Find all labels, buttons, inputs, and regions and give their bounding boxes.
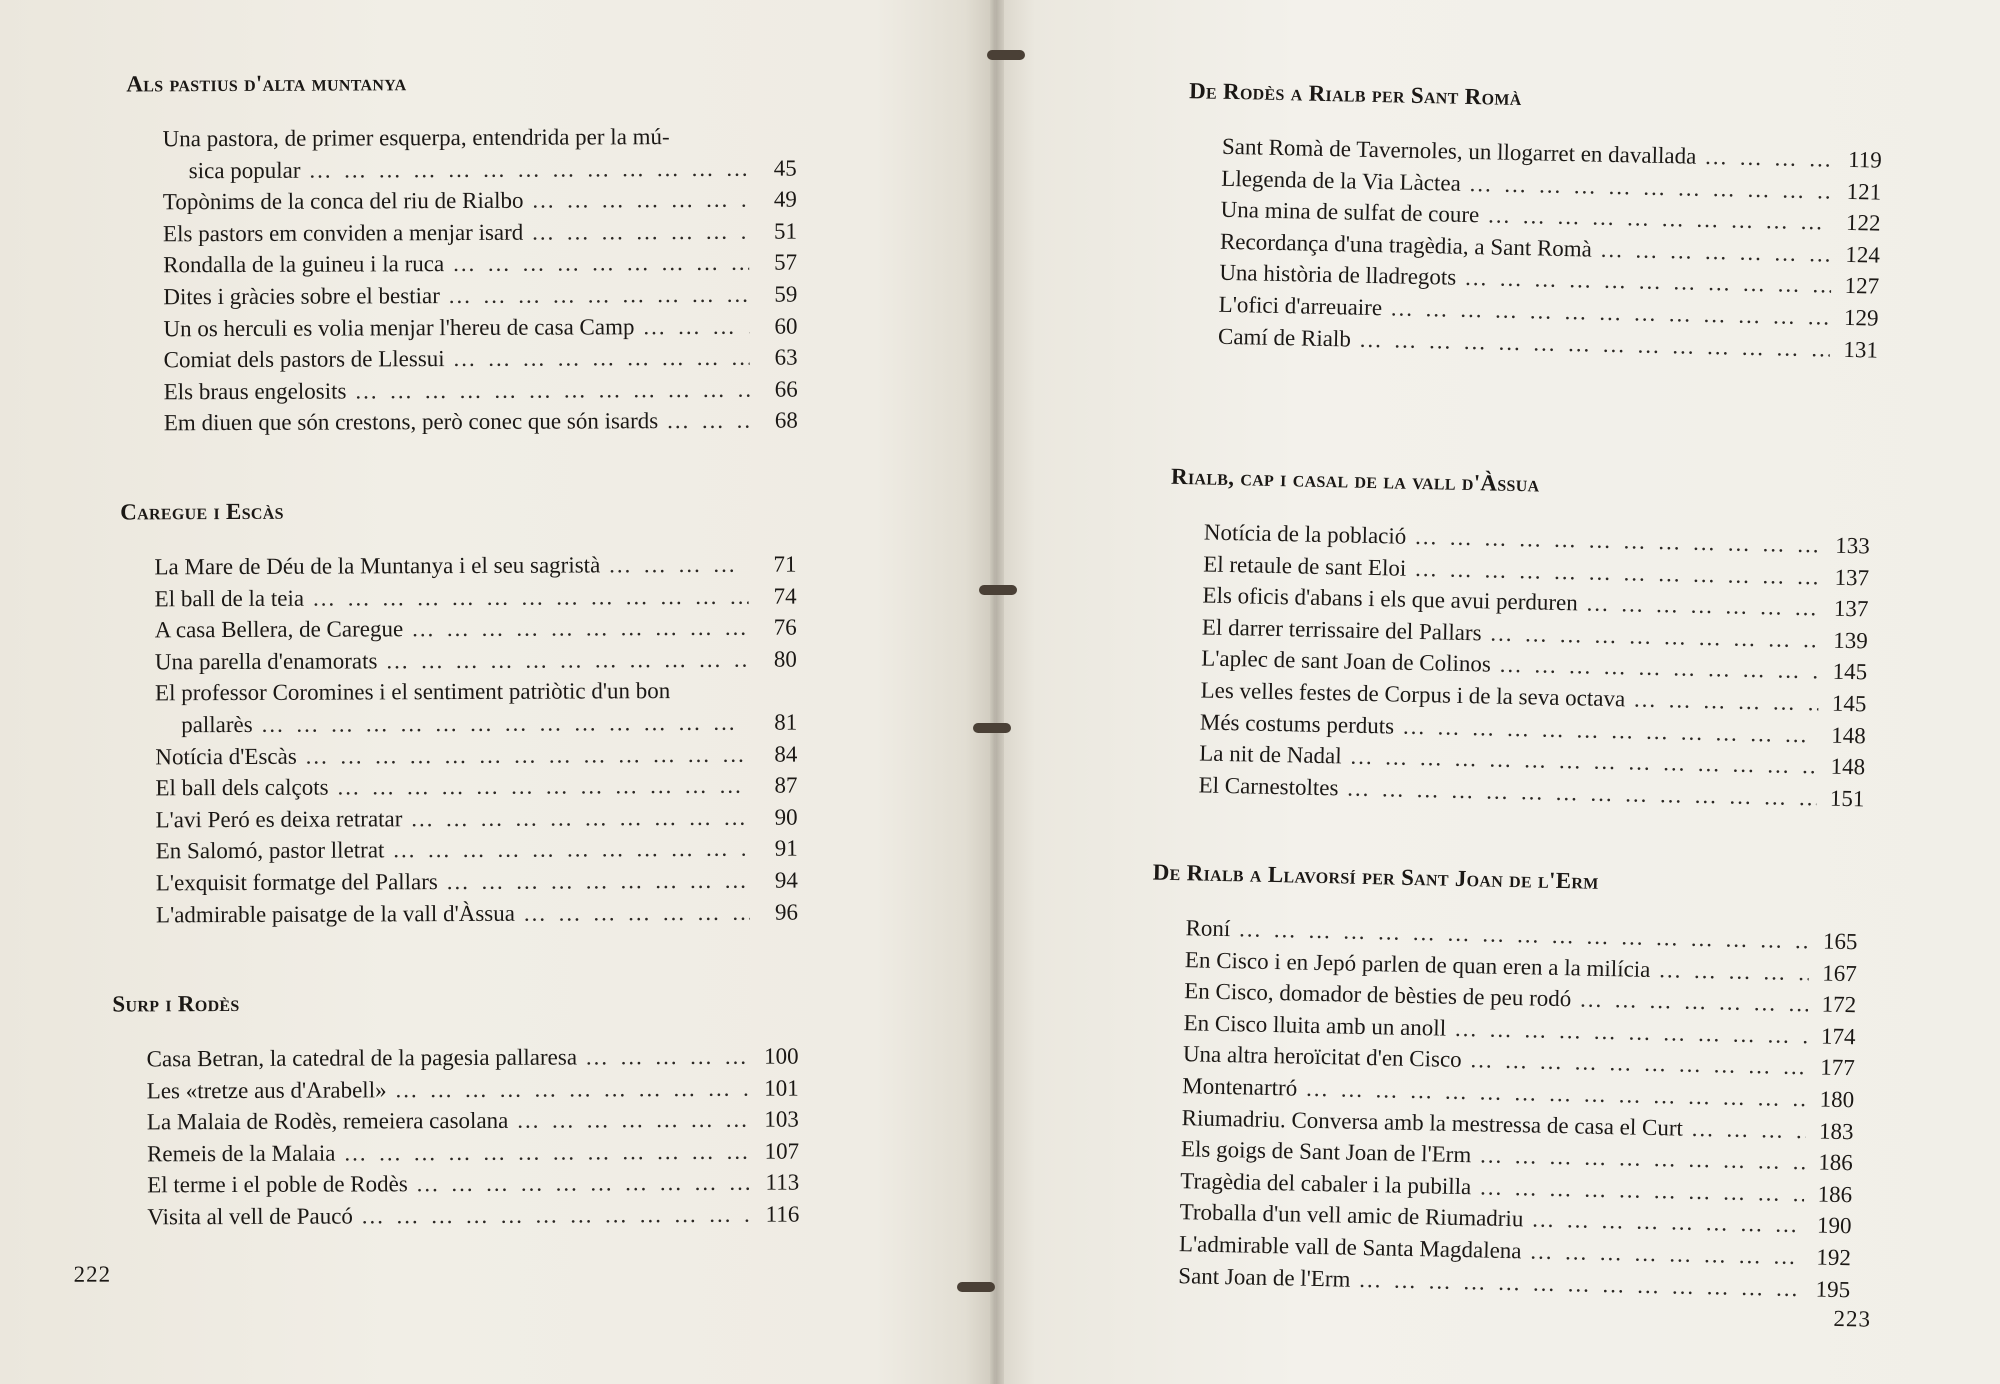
entry-page-number: 151 bbox=[1829, 785, 1865, 812]
entry-page-number: 139 bbox=[1833, 627, 1869, 654]
section-title: Als pastius d'alta muntanya bbox=[126, 70, 407, 97]
entry-title: Topònims de la conca del riu de Rialbo bbox=[162, 187, 524, 215]
entry-title: Les «tretze aus d'Arabell» bbox=[146, 1076, 387, 1103]
entry-title: Una història de lladregots bbox=[1219, 260, 1457, 291]
entry-page-number: 45 bbox=[773, 155, 797, 181]
entry-page-number: 84 bbox=[774, 741, 798, 767]
leader-dots bbox=[304, 580, 749, 614]
entry-page-number: 190 bbox=[1816, 1212, 1852, 1239]
entry-title: Camí de Rialb bbox=[1217, 323, 1352, 352]
entry-title: Els oficis d'abans i els que avui perduren bbox=[1202, 582, 1578, 616]
toc-entry bbox=[147, 1072, 799, 1106]
entry-title: Els pastors em conviden a menjar isard bbox=[162, 219, 524, 247]
leader-dots bbox=[408, 1167, 752, 1200]
entry-page-number: 101 bbox=[764, 1075, 799, 1101]
leader-dots bbox=[1571, 983, 1809, 1020]
entry-page-number: 129 bbox=[1843, 304, 1879, 331]
entry-title: El ball dels calçots bbox=[155, 774, 329, 801]
leader-dots bbox=[1577, 588, 1820, 625]
binding-thread bbox=[957, 1282, 995, 1292]
section-title: De Rialb a Llavorsí per Sant Joan de l'Erm bbox=[1152, 859, 1599, 894]
leader-dots bbox=[403, 612, 749, 645]
entry-list bbox=[1178, 912, 1858, 1305]
entry-page-number: 76 bbox=[773, 614, 797, 640]
entry-page-number: 49 bbox=[773, 186, 797, 212]
entry-page-number: 192 bbox=[1816, 1244, 1852, 1271]
toc-entry bbox=[156, 801, 798, 835]
toc-entry bbox=[147, 1041, 799, 1075]
entry-list bbox=[1198, 516, 1870, 814]
entry-page-number: 81 bbox=[774, 709, 798, 735]
entry-title: Roní bbox=[1185, 915, 1231, 942]
entry-title: Casa Betran, la catedral de la pagesia pallaresa bbox=[146, 1044, 578, 1072]
toc-entry bbox=[163, 278, 797, 312]
entry-page-number: 90 bbox=[774, 804, 798, 830]
entry-page-number: 148 bbox=[1831, 722, 1867, 748]
entry-page-number: 186 bbox=[1817, 1181, 1853, 1207]
leader-dots bbox=[300, 152, 748, 186]
entry-page-number: 87 bbox=[774, 772, 798, 798]
leader-dots bbox=[444, 247, 749, 280]
leader-dots bbox=[335, 1136, 751, 1169]
entry-page-number: 96 bbox=[774, 899, 799, 925]
entry-page-number: 57 bbox=[774, 249, 798, 275]
entry-page-number: 195 bbox=[1815, 1276, 1851, 1302]
entry-title: L'admirable vall de Santa Magdalena bbox=[1178, 1231, 1522, 1264]
entry-title: Em diuen que són crestons, però conec que són isards bbox=[163, 408, 659, 436]
entry-page-number: 165 bbox=[1822, 928, 1858, 955]
entry-page-number: 137 bbox=[1834, 564, 1870, 591]
entry-page-number: 133 bbox=[1835, 532, 1871, 559]
entry-title: L'ofici d'arreuaire bbox=[1218, 291, 1383, 321]
entry-title: La nit de Nadal bbox=[1199, 740, 1342, 769]
section-caregue-escas bbox=[120, 497, 798, 931]
section-title: De Rodès a Rialb per Sant Romà bbox=[1188, 78, 1522, 111]
entry-page-number: 186 bbox=[1818, 1149, 1854, 1176]
entry-title: L'avi Peró es deixa retratar bbox=[155, 806, 403, 833]
entry-title: En Cisco lluita amb un anoll bbox=[1183, 1009, 1447, 1041]
entry-page-number: 127 bbox=[1844, 273, 1880, 299]
entry-title: Riumadriu. Conversa amb la mestressa de casa el Curt bbox=[1181, 1104, 1684, 1141]
section-rodes-rialb bbox=[1184, 78, 1884, 366]
entry-title: Tragèdia del cabaler i la pubilla bbox=[1180, 1167, 1472, 1199]
entry-title: Recordança d'una tragèdia, a Sant Romà bbox=[1219, 228, 1593, 262]
entry-title: El Carnestoltes bbox=[1198, 772, 1339, 801]
section-rialb-llavorsi bbox=[1144, 859, 1859, 1305]
entry-title: Més costums perduts bbox=[1199, 709, 1395, 739]
entry-list bbox=[163, 121, 798, 440]
leader-dots bbox=[600, 549, 748, 581]
section-title: Rialb, cap i casal de la vall d'Àssua bbox=[1170, 463, 1540, 497]
leader-dots bbox=[1650, 954, 1809, 989]
entry-title: Sant Romà de Tavernoles, un llogarret en davallada bbox=[1221, 133, 1697, 169]
entry-page-number: 145 bbox=[1832, 659, 1868, 685]
entry-page-number: 167 bbox=[1822, 960, 1858, 986]
entry-title: Una pastora, de primer esquerpa, entendrida per la mú- bbox=[162, 124, 670, 152]
leader-dots bbox=[328, 770, 749, 803]
entry-title: Llegenda de la Via Làctea bbox=[1221, 165, 1462, 196]
toc-entry bbox=[164, 342, 798, 376]
toc-entry bbox=[163, 184, 797, 218]
entry-title: L'aplec de sant Joan de Colinos bbox=[1200, 645, 1492, 677]
leader-dots bbox=[1696, 141, 1834, 175]
entry-page-number: 66 bbox=[774, 376, 798, 402]
entry-page-number: 103 bbox=[764, 1106, 799, 1132]
entry-title: Notícia de la població bbox=[1203, 519, 1407, 549]
entry-title: Notícia d'Escàs bbox=[155, 743, 297, 769]
entry-title: Un os herculi es volia menjar l'hereu de casa Camp bbox=[163, 313, 635, 341]
entry-title: El terme i el poble de Rodès bbox=[147, 1171, 408, 1198]
leader-dots bbox=[1592, 233, 1833, 270]
entry-title: L'admirable paisatge de la vall d'Àssua bbox=[155, 900, 515, 927]
entry-page-number: 124 bbox=[1845, 241, 1881, 268]
entry-page-number: 137 bbox=[1833, 595, 1869, 622]
entry-page-number: 172 bbox=[1821, 991, 1857, 1018]
entry-page-number: 177 bbox=[1820, 1054, 1856, 1081]
leader-dots bbox=[445, 342, 750, 375]
entry-title: La Mare de Déu de la Muntanya i el seu sagristà bbox=[154, 552, 601, 580]
leader-dots bbox=[377, 644, 749, 677]
entry-page-number: 107 bbox=[764, 1138, 800, 1164]
entry-title: Remeis de la Malaia bbox=[146, 1140, 336, 1167]
section-surp-rodes bbox=[112, 989, 799, 1234]
leader-dots bbox=[1625, 683, 1819, 719]
entry-page-number: 68 bbox=[774, 407, 798, 433]
entry-page-number: 59 bbox=[774, 281, 798, 307]
entry-title-continued: pallarès bbox=[181, 711, 253, 738]
toc-entry bbox=[147, 1167, 799, 1201]
entry-title: En Cisco i en Jepó parlen de quan eren a la milícia bbox=[1184, 946, 1651, 982]
toc-entry bbox=[156, 833, 798, 867]
entry-page-number: 94 bbox=[774, 867, 798, 893]
leader-dots bbox=[346, 373, 749, 406]
toc-entry bbox=[164, 373, 798, 407]
binding-thread bbox=[979, 585, 1017, 595]
leader-dots bbox=[253, 707, 750, 741]
toc-entry bbox=[147, 1135, 799, 1169]
toc-entry bbox=[164, 405, 798, 439]
right-page bbox=[995, 0, 2000, 1384]
leader-dots bbox=[523, 184, 749, 217]
leader-dots bbox=[402, 801, 749, 834]
toc-entry bbox=[155, 738, 797, 772]
leader-dots bbox=[658, 405, 750, 437]
entry-page-number: 121 bbox=[1846, 178, 1882, 205]
leader-dots bbox=[438, 865, 750, 898]
entry-title: En Salomó, pastor lletrat bbox=[155, 837, 385, 864]
entry-title: Visita al vell de Paucó bbox=[147, 1203, 353, 1230]
entry-page-number: 131 bbox=[1843, 336, 1879, 363]
entry-title: Sant Joan de l'Erm bbox=[1178, 1262, 1351, 1292]
leader-dots bbox=[515, 896, 750, 929]
binding-thread bbox=[973, 723, 1011, 733]
leader-dots bbox=[508, 1104, 751, 1137]
entry-title: El darrer terrissaire del Pallars bbox=[1201, 614, 1482, 646]
entry-page-number: 60 bbox=[774, 313, 798, 339]
entry-title: Els braus engelosits bbox=[163, 378, 347, 405]
entry-title: Una mina de sulfat de coure bbox=[1220, 196, 1480, 228]
toc-entry bbox=[156, 896, 798, 930]
toc-entry bbox=[163, 121, 797, 187]
entry-title: A casa Bellera, de Caregue bbox=[154, 616, 404, 643]
toc-entry bbox=[163, 247, 797, 281]
entry-title: Montenartró bbox=[1182, 1073, 1298, 1101]
entry-page-number: 51 bbox=[773, 218, 798, 244]
leader-dots bbox=[384, 833, 749, 866]
entry-page-number: 148 bbox=[1830, 753, 1866, 780]
entry-list bbox=[1218, 131, 1882, 366]
entry-title: L'exquisit formatge del Pallars bbox=[155, 869, 438, 896]
entry-list bbox=[154, 549, 798, 931]
left-page bbox=[0, 0, 995, 1384]
toc-entry bbox=[147, 1198, 799, 1232]
binding-thread bbox=[987, 50, 1025, 60]
toc-entry bbox=[155, 770, 797, 804]
toc-entry bbox=[154, 549, 796, 583]
toc-entry bbox=[155, 643, 797, 677]
entry-title: Dites i gràcies sobre el bestiar bbox=[163, 283, 440, 310]
entry-page-number: 183 bbox=[1818, 1118, 1854, 1144]
entry-page-number: 180 bbox=[1819, 1086, 1855, 1113]
entry-page-number: 145 bbox=[1831, 690, 1867, 717]
toc-entry bbox=[155, 580, 797, 614]
entry-page-number: 113 bbox=[765, 1169, 800, 1196]
entry-page-number: 63 bbox=[774, 344, 798, 370]
leader-dots bbox=[523, 216, 749, 249]
entry-title: Comiat dels pastors de Llessui bbox=[163, 346, 445, 373]
page-number: 223 bbox=[1833, 1305, 1872, 1332]
section-als-pastius bbox=[126, 69, 798, 440]
page-number: 222 bbox=[73, 1261, 112, 1287]
section-rialb-cap bbox=[1164, 464, 1871, 815]
entry-title: Rondalla de la guineu i la ruca bbox=[163, 251, 445, 278]
section-title: Surp i Rodès bbox=[112, 990, 240, 1017]
entry-page-number: 71 bbox=[773, 551, 797, 577]
entry-page-number: 91 bbox=[774, 835, 798, 861]
entry-title: La Malaia de Rodès, remeiera casolana bbox=[146, 1107, 509, 1135]
entry-title: El ball de la teia bbox=[154, 585, 305, 611]
toc-entry bbox=[163, 215, 797, 249]
entry-title: El retaule de sant Eloi bbox=[1202, 551, 1407, 581]
leader-dots bbox=[577, 1041, 751, 1073]
entry-title: Una parella d'enamorats bbox=[154, 648, 378, 675]
entry-page-number: 119 bbox=[1847, 146, 1883, 173]
leader-dots bbox=[440, 279, 750, 312]
toc-entry bbox=[163, 310, 797, 344]
leader-dots bbox=[386, 1072, 750, 1105]
entry-page-number: 116 bbox=[765, 1201, 800, 1227]
entry-page-number: 100 bbox=[764, 1043, 799, 1069]
entry-title: Una altra heroïcitat d'en Cisco bbox=[1182, 1041, 1462, 1073]
toc-entry bbox=[156, 864, 798, 898]
entry-page-number: 80 bbox=[773, 646, 797, 672]
entry-list bbox=[147, 1041, 800, 1233]
entry-title: Troballa d'un vell amic de Riumadriu bbox=[1179, 1199, 1524, 1232]
entry-title: Les velles festes de Corpus i de la seva octava bbox=[1200, 677, 1626, 712]
leader-dots bbox=[297, 738, 750, 772]
book-gutter bbox=[990, 0, 1004, 1384]
entry-page-number: 122 bbox=[1845, 210, 1881, 236]
entry-page-number: 74 bbox=[773, 583, 797, 609]
toc-entry bbox=[155, 675, 797, 741]
entry-page-number: 174 bbox=[1820, 1023, 1856, 1050]
entry-title-continued: sica popular bbox=[188, 157, 301, 183]
entry-title: El professor Coromines i el sentiment patriòtic d'un bon bbox=[154, 678, 671, 706]
entry-title: En Cisco, domador de bèsties de peu rodó bbox=[1184, 978, 1572, 1012]
leader-dots bbox=[634, 310, 749, 342]
toc-entry bbox=[147, 1104, 799, 1138]
entry-title: Els goigs de Sant Joan de l'Erm bbox=[1180, 1136, 1472, 1168]
section-title: Caregue i Escàs bbox=[120, 498, 284, 525]
leader-dots bbox=[1683, 1112, 1806, 1146]
leader-dots bbox=[353, 1199, 752, 1232]
toc-entry bbox=[155, 612, 797, 646]
